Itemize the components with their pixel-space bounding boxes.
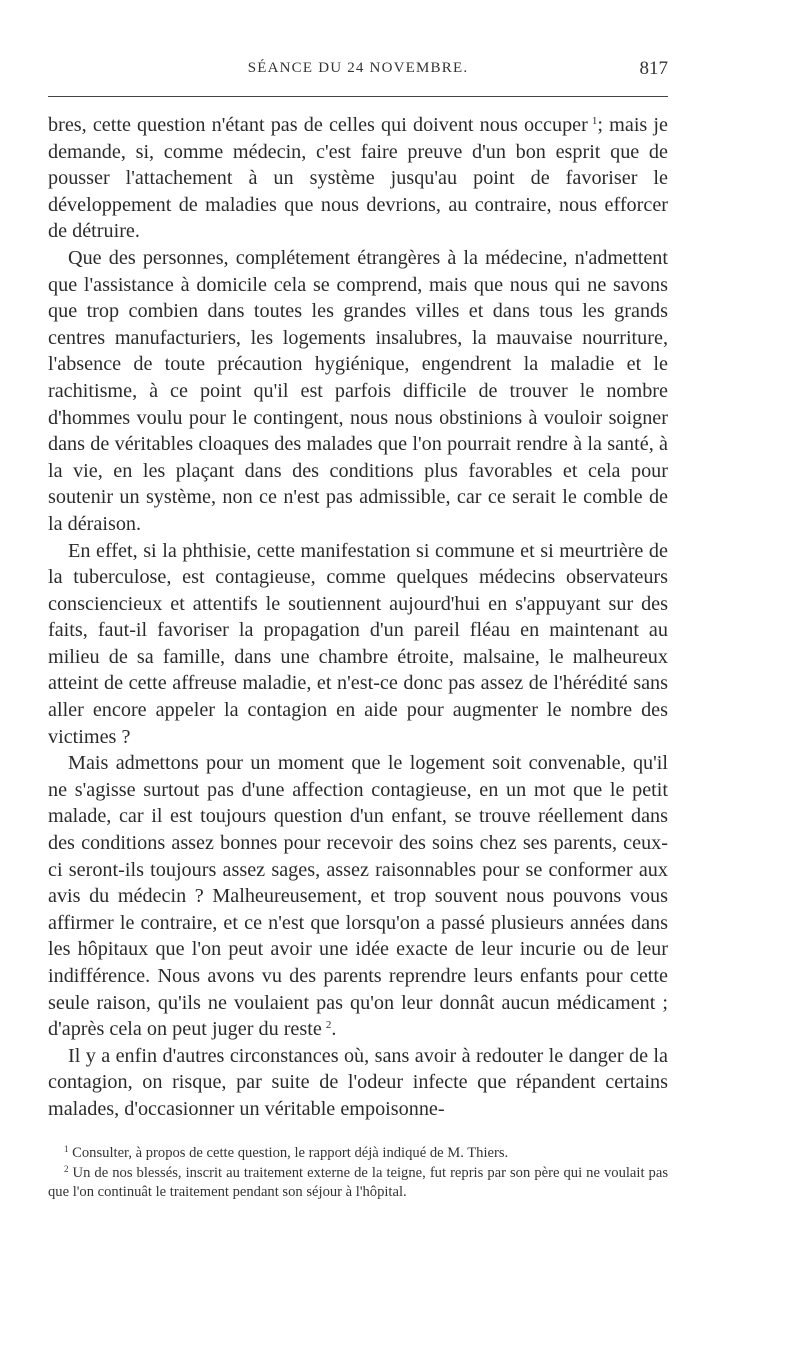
- footnote-2: [48, 1164, 668, 1203]
- header-rule: [48, 96, 668, 97]
- footnotes: [48, 1144, 668, 1203]
- running-head: [48, 60, 668, 88]
- footnote-1-text: Consulter, à propos de cette question, le rapport déjà indiqué de M. Thiers.: [72, 1145, 509, 1161]
- footnote-1: [48, 1144, 668, 1164]
- paragraph-4: [48, 750, 668, 1043]
- paragraph-1: [48, 112, 668, 245]
- paragraph-4-period: .: [331, 1018, 337, 1041]
- paragraph-3: En effet, si la phthisie, cette manifestation si commune et si meurtrière de la tuberculose, est contagieuse, comme quelques médecins observateurs consciencieux et attentifs le soutiennent aujourd'hui en s'appuyant sur des faits, faut-il favoriser la propagation d'un pareil fléau en maintenant au milieu de sa famille, dans une chambre étroite, malsaine, le malheureux atteint de cette affreuse maladie, et n'est-ce donc pas assez de l'hérédité sans aller encore appeler la contagion en aide pour augmenter le nombre des victimes ?: [48, 539, 668, 748]
- paragraph-5: Il y a enfin d'autres circonstances où, sans avoir à redouter le danger de la contagion, on risque, par suite de l'odeur infecte que répandent certains malades, d'occasionner un véritable empoisonne-: [48, 1044, 668, 1120]
- book-page: [48, 0, 668, 1359]
- footnote-2-marker: 2: [64, 1163, 69, 1174]
- paragraph-1-start: bres, cette question n'étant pas de celles qui doivent nous occuper: [48, 114, 588, 136]
- paragraph-1-end: ; mais je demande, si, comme médecin, c'est faire preuve d'un bon esprit que de pousser l'attachement à un système jusqu'au point de favoriser le développement de maladies que nous devrions, au contraire, nous efforcer de détruire.: [48, 114, 668, 243]
- footnote-ref-2[interactable]: 2: [325, 1019, 332, 1032]
- running-title: SÉANCE DU 24 NOVEMBRE.: [247, 60, 469, 76]
- main-text: [48, 112, 668, 1123]
- page-number: 817: [639, 58, 668, 79]
- footnote-ref-1[interactable]: 1: [591, 115, 598, 127]
- paragraph-2: Que des personnes, complétement étrangères à la médecine, n'admettent que l'assistance à domicile cela se comprend, mais que nous qui ne savons que trop combien dans toutes les grandes villes et dans tous les grands centres manufacturiers, les logements insalubres, la mauvaise nourriture, l'absence de toute précaution hygiénique, engendrent la maladie et le rachitisme, à ce point qu'il est parfois difficile de trouver le nombre d'hommes voulu pour le contingent, nous nous obstinions à vouloir soigner dans de véritables cloaques des malades que l'on pourrait rendre à la santé, à la vie, en les plaçant dans des conditions plus favorables et cela pour soutenir un système, non ce n'est pas admissible, car ce serait le comble de la déraison.: [48, 246, 668, 535]
- footnote-2-text: Un de nos blessés, inscrit au traitement externe de la teigne, fut repris par son père qui ne voulait pas que l'on continuât le traitement pendant son séjour à l'hôpital.: [48, 1164, 668, 1201]
- footnote-1-marker: 1: [64, 1144, 69, 1154]
- paragraph-4-text: Mais admettons pour un moment que le logement soit convenable, qu'il ne s'agisse surtout pas d'une affection contagieuse, en un mot que le petit malade, car il est toujours question d'un enfant, se trouve réellement dans des conditions assez bonnes pour recevoir des soins chez ses parents, ceux-ci seront-ils toujours assez sages, assez raisonnables pour se conformer aux avis du médecin ? Malheureusement, et trop souvent nous pouvons vous affirmer le contraire, et ce n'est que lorsqu'on a passé plusieurs années dans les hôpitaux que l'on peut avoir une idée exacte de leur incurie ou de leur indifférence. Nous avons vu des parents reprendre leurs enfants pour cette seule raison, qu'ils ne voulaient pas qu'on leur donnât aucun médicament ; d'après cela on peut juger du reste: [48, 752, 668, 1041]
